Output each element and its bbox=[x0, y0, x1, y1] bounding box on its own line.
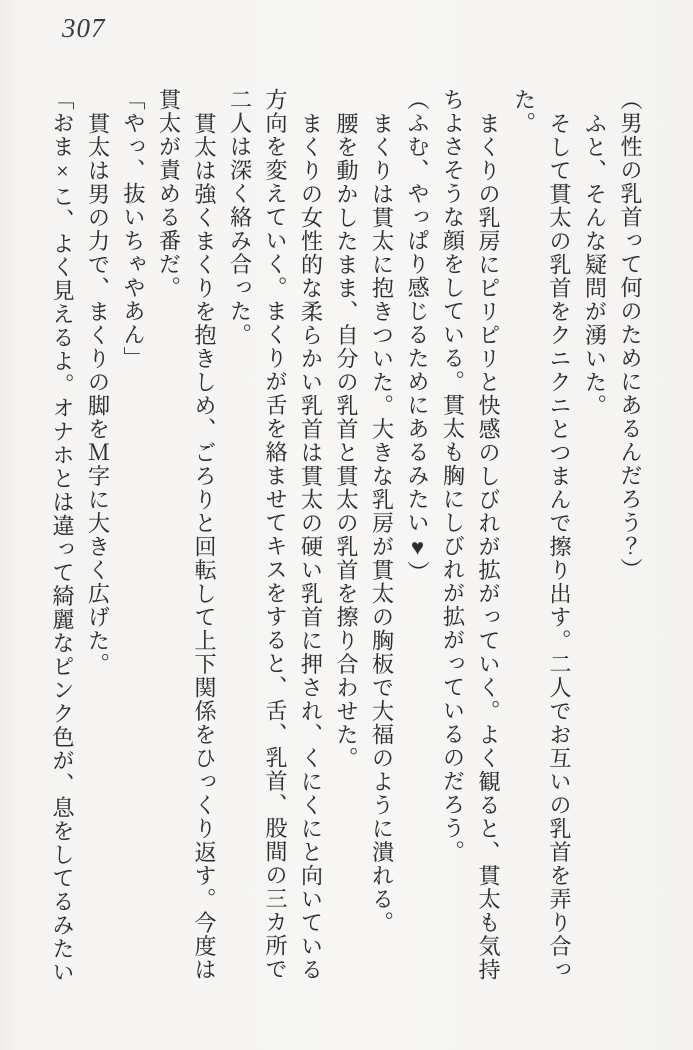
paragraph: まくりの女性的な柔らかい乳首は貫太の硬い乳首に押され、くにくにと向いている方向を変えていく。まくりが舌を絡ませてキスをすると、舌、乳首、股間の三カ所で二人は深く絡み合った。 bbox=[227, 88, 324, 981]
paragraph: 「おま×こ、よく見えるよ。オナホとは違って綺麗なピンク色が、息をしてるみたい bbox=[50, 88, 75, 984]
paragraph: まくりは貫太に抱きついた。大きな乳房が貫太の胸板で大福のように潰れる。 bbox=[369, 111, 395, 934]
paragraph: まくりの乳房にピリピリと快感のしびれが拡がっていく。よく観ると、貫太も気持ちよさそうな顔をしている。貫太も胸にしびれが拡がっているのだろう。 bbox=[440, 88, 501, 981]
page-text bbox=[33, 88, 648, 993]
paragraph: 腰を動かしたまま、自分の乳首と貫太の乳首を擦り合わせた。 bbox=[334, 111, 359, 770]
paragraph: （男性の乳首って何のためにあるんだろう？） bbox=[618, 88, 643, 582]
paragraph: そして貫太の乳首をクニクニとつまんで擦り出す。二人でお互いの乳首を弄り合った。 bbox=[511, 88, 572, 981]
page-number: 307 bbox=[62, 13, 106, 43]
paragraph: 貫太は男の力で、まくりの脚をＭ字に大きく広げた。 bbox=[85, 111, 111, 676]
paragraph: 貫太は強くまくりを抱きしめ、ごろりと回転して上下関係をひっくり返す。今度は貫太が責める番だ。 bbox=[156, 88, 217, 981]
paragraph: ふと、そんな疑問が湧いた。 bbox=[582, 111, 608, 417]
paragraph: 「やっ、抜いちゃやあん」 bbox=[121, 88, 146, 370]
paragraph: （ふむ、やっぱり感じるためにあるみたい♥） bbox=[405, 88, 430, 585]
